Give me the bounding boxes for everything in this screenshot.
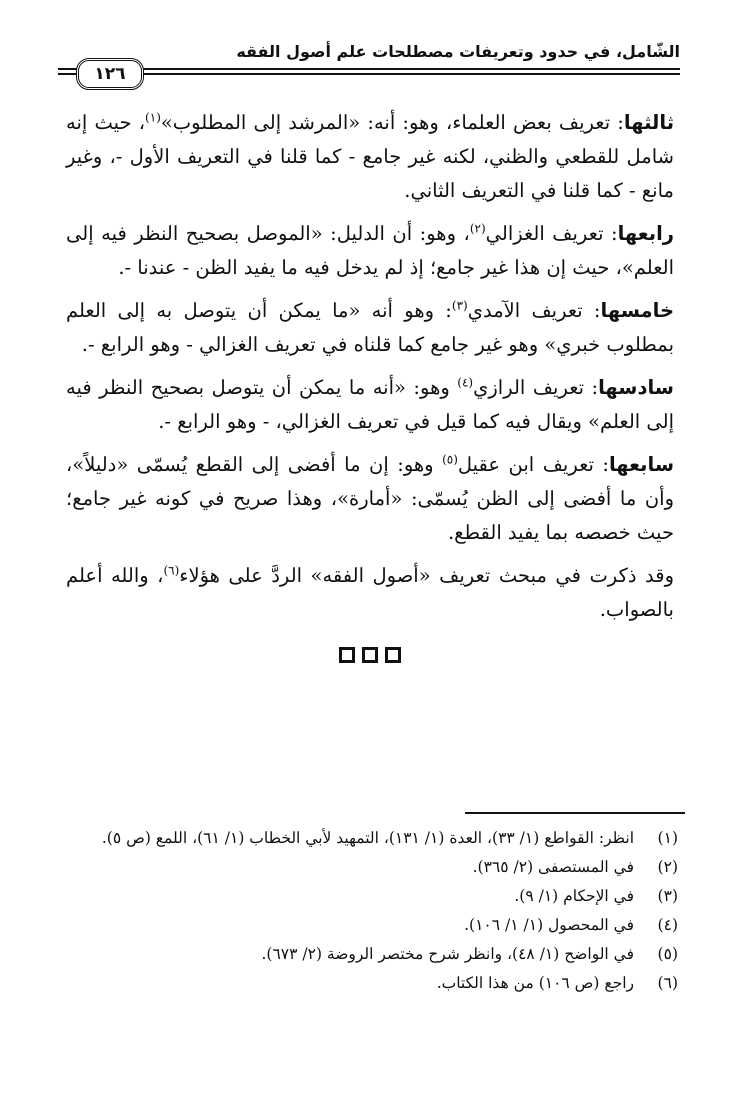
footnote-text: في الواضح (١/ ٤٨)، وانظر شرح مختصر الروضة (٢/ ٦٧٣). bbox=[261, 945, 634, 963]
footnote-text: انظر: القواطع (١/ ٣٣)، العدة (١/ ١٣١)، التمهيد لأبي الخطاب (١/ ٦١)، اللمع (ص ٥). bbox=[101, 829, 634, 847]
footnote-number: (١) bbox=[657, 829, 678, 847]
footnote-item bbox=[66, 971, 678, 996]
footnote-separator bbox=[465, 812, 685, 814]
paragraph-lead: ثالثها bbox=[623, 111, 675, 134]
paragraph-body: : تعريف الآمدي$^{(٣)}$: وهو أنه «ما يمكن أن يتوصل به إلى العلم بمطلوب خبري» وهو غير جامع كما قلناه في تعريف الغزالي - وهو الرابع -. bbox=[66, 298, 674, 356]
paragraph-lead: سادسها bbox=[598, 376, 674, 399]
main-text bbox=[66, 106, 674, 663]
footnote-item bbox=[66, 826, 678, 851]
header-rule-secondary bbox=[58, 73, 680, 75]
paragraph-body: : تعريف الغزالي$^{(٢)}$، وهو: أن الدليل: «الموصل بصحيح النظر فيه إلى العلم»، حيث إن هذا غير جامع؛ إذ لم يدخل فيه ما يفيد الظن - عندنا -. bbox=[66, 221, 674, 279]
footnote-text: في المستصفى (٢/ ٣٦٥). bbox=[472, 858, 634, 876]
running-header bbox=[58, 40, 680, 84]
paragraph-body: : تعريف ابن عقيل$^{(٥)}$ وهو: إن ما أفضى إلى القطع يُسمّى «دليلاً»، وأن ما أفضى إلى الظن يُسمّى: «أمارة»، وهذا صريح في كونه غير جامع؛ حيث خصصه بما يفيد القطع. bbox=[66, 452, 674, 544]
paragraph-2 bbox=[66, 217, 674, 285]
header-rule bbox=[58, 68, 680, 70]
paragraph-body: : تعريف بعض العلماء، وهو: أنه: «المرشد إلى المطلوب»$^{(١)}$، حيث إنه شامل للقطعي والظني، لكنه غير جامع - كما قلنا في التعريف الأول -، وغير مانع - كما قلنا في التعريف الثاني. bbox=[66, 110, 674, 202]
footnote-number: (٦) bbox=[657, 974, 678, 992]
square-ornament-icon bbox=[362, 647, 378, 663]
paragraph-4 bbox=[66, 371, 674, 439]
footnote-number: (٤) bbox=[657, 916, 678, 934]
footnote-number: (٥) bbox=[657, 945, 678, 963]
paragraph-lead: خامسها bbox=[600, 299, 675, 322]
paragraph-5 bbox=[66, 448, 674, 550]
page-number: ١٢٦ bbox=[76, 58, 144, 90]
footnote-text: راجع (ص ١٠٦) من هذا الكتاب. bbox=[436, 974, 634, 992]
footnote-text: في الإحكام (١/ ٩). bbox=[514, 887, 634, 905]
paragraph-6 bbox=[66, 559, 674, 627]
paragraph-lead: رابعها bbox=[617, 222, 675, 245]
footnote-text: في المحصول (١/ ١/ ١٠٦). bbox=[464, 916, 634, 934]
footnote-number: (٢) bbox=[657, 858, 678, 876]
paragraph-body: وقد ذكرت في مبحث تعريف «أصول الفقه» الردَّ على هؤلاء$^{(٦)}$، والله أعلم بالصواب. bbox=[66, 563, 674, 621]
footnote-item bbox=[66, 855, 678, 880]
paragraph-lead: سابعها bbox=[608, 453, 674, 476]
footnote-number: (٣) bbox=[657, 887, 678, 905]
paragraph-body: : تعريف الرازي$^{(٤)}$ وهو: «أنه ما يمكن أن يتوصل بصحيح النظر فيه إلى العلم» ويقال فيه كما قيل في تعريف الغزالي، - وهو الرابع -. bbox=[66, 375, 674, 433]
paragraph-1 bbox=[66, 106, 674, 208]
footnote-item bbox=[66, 913, 678, 938]
footnotes bbox=[66, 826, 678, 1000]
footnote-item bbox=[66, 884, 678, 909]
section-divider-ornament bbox=[66, 647, 674, 663]
header-title: الشّامل، في حدود وتعريفات مصطلحات علم أصول الفقه bbox=[236, 42, 680, 61]
paragraph-3 bbox=[66, 294, 674, 362]
square-ornament-icon bbox=[385, 647, 401, 663]
footnote-item bbox=[66, 942, 678, 967]
square-ornament-icon bbox=[339, 647, 355, 663]
